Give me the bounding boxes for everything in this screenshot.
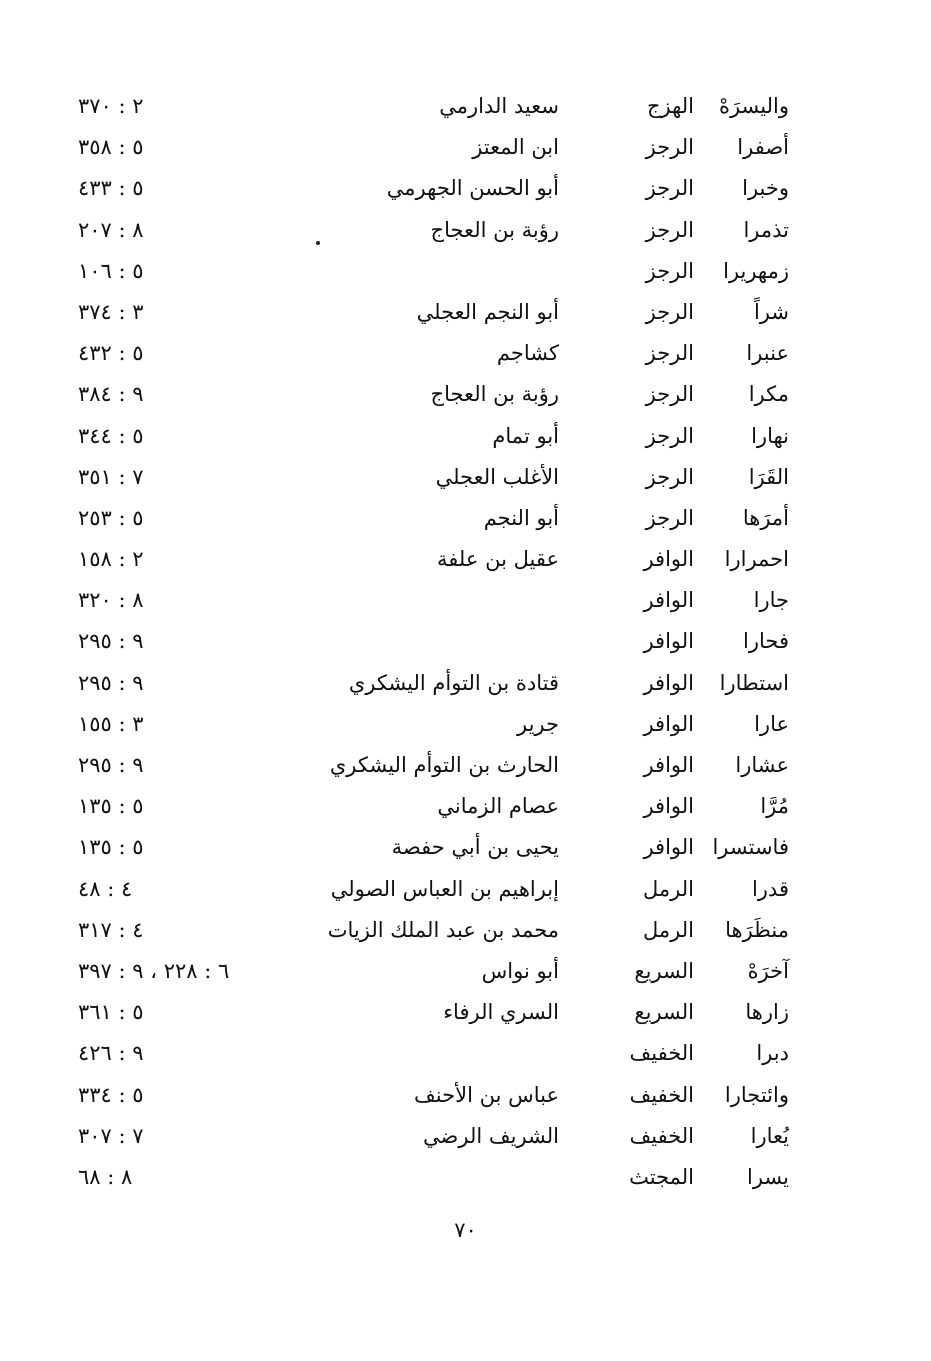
volume-page-reference: ٥ : ١٠٦ (78, 258, 144, 283)
volume-page-reference: ٢ : ٣٧٠ (78, 94, 144, 118)
volume-page-reference: ٢ : ١٥٨ (78, 547, 144, 572)
rhyme-word: مكرا (748, 382, 789, 407)
index-row (0, 869, 931, 910)
index-row (0, 663, 931, 704)
poet-name: الأغلب العجلي (435, 464, 559, 489)
index-row (0, 86, 931, 127)
volume-page-reference: ٥ : ٣٤٤ (78, 423, 144, 448)
rhyme-word: يُعارا (750, 1123, 789, 1148)
index-row (0, 951, 931, 992)
meter-name: الخفيف (629, 1123, 694, 1148)
index-row (0, 374, 931, 415)
meter-name: الخفيف (629, 1082, 694, 1107)
poet-name: الشريف الرضي (423, 1123, 559, 1148)
rhyme-word: شراً (753, 299, 789, 324)
volume-page-reference: ٩ : ٣٨٤ (78, 382, 144, 407)
rhyme-word: عشارا (735, 753, 789, 777)
rhyme-index-table (0, 86, 931, 1198)
rhyme-word: واليسرَهْ (718, 94, 789, 118)
index-row (0, 539, 931, 580)
meter-name: الوافر (643, 547, 694, 572)
meter-name: الرجز (645, 135, 694, 160)
index-row (0, 827, 931, 868)
rhyme-word: أصفرا (737, 135, 789, 160)
volume-page-reference: ٣ : ٣٧٤ (78, 299, 144, 324)
volume-page-reference: ٨ : ٣٢٠ (78, 588, 144, 613)
volume-page-reference: ٥ : ٤٣٣ (78, 176, 144, 201)
poet-name: عباس بن الأحنف (414, 1082, 559, 1107)
meter-name: الوافر (643, 794, 694, 819)
index-row (0, 251, 931, 292)
poet-name: الحارث بن التوأم اليشكري (329, 753, 559, 777)
rhyme-word: آخرَهْ (747, 958, 789, 983)
meter-name: الوافر (643, 711, 694, 736)
poet-name: أبو نواس (481, 958, 559, 983)
poet-name: عقيل بن علفة (437, 547, 559, 572)
index-row (0, 910, 931, 951)
rhyme-word: أمرَها (742, 505, 789, 530)
index-row (0, 1075, 931, 1116)
meter-name: الرجز (645, 176, 694, 201)
meter-name: الرمل (643, 876, 694, 901)
rhyme-word: مُرَّا (760, 794, 789, 819)
index-row (0, 498, 931, 539)
rhyme-word: جارا (753, 588, 789, 613)
rhyme-word: وخبرا (742, 176, 789, 201)
index-row (0, 992, 931, 1033)
rhyme-word: نهارا (751, 423, 789, 448)
volume-page-reference: ٩ : ٢٩٥ (78, 629, 144, 654)
rhyme-word: منظَرَها (725, 917, 789, 942)
index-row (0, 127, 931, 168)
volume-page-reference: ٤ : ٤٨ (78, 876, 133, 901)
volume-page-reference: ٤ : ٣١٧ (78, 917, 144, 942)
volume-page-reference: ٩ : ٢٩٥ (78, 753, 144, 777)
rhyme-word: عنبرا (746, 341, 789, 366)
meter-name: السريع (634, 958, 694, 983)
volume-page-reference: ٥ : ٢٥٣ (78, 505, 144, 530)
volume-page-reference: ٧ : ٣٠٧ (78, 1123, 144, 1148)
rhyme-word: دبرا (756, 1041, 789, 1066)
meter-name: الرمل (643, 917, 694, 942)
meter-name: الرجز (645, 423, 694, 448)
meter-name: الرجز (645, 299, 694, 324)
rhyme-word: فاستسرا (712, 835, 789, 860)
meter-name: الرجز (645, 382, 694, 407)
poet-name: يحيى بن أبي حفصة (391, 835, 559, 860)
index-row (0, 457, 931, 498)
page-number: ٧٠ (454, 1218, 477, 1242)
meter-name: الرجز (645, 464, 694, 489)
poet-name: السري الرفاء (443, 1000, 559, 1025)
volume-page-reference: ٥ : ٣٦١ (78, 1000, 144, 1025)
index-row (0, 1033, 931, 1074)
meter-name: الهزج (646, 94, 694, 118)
meter-name: الوافر (643, 588, 694, 613)
poet-name: رؤبة بن العجاج (430, 382, 559, 407)
poet-name: كشاجم (496, 341, 559, 366)
poet-name: أبو النجم العجلي (416, 299, 559, 324)
index-row (0, 704, 931, 745)
index-row (0, 621, 931, 662)
meter-name: الرجز (645, 217, 694, 242)
rhyme-word: زارها (745, 1000, 789, 1025)
poet-name: أبو النجم (483, 505, 559, 530)
rhyme-word: يسرا (747, 1164, 789, 1189)
meter-name: الوافر (643, 753, 694, 777)
index-row (0, 1116, 931, 1157)
poet-name: أبو تمام (492, 423, 559, 448)
index-row (0, 333, 931, 374)
volume-page-reference: ٩ : ٤٢٦ (78, 1041, 144, 1066)
rhyme-word: استطارا (719, 670, 789, 695)
meter-name: الوافر (643, 629, 694, 654)
index-row (0, 580, 931, 621)
poet-name: قتادة بن التوأم اليشكري (348, 670, 559, 695)
volume-page-reference: ٩ : ٢٩٥ (78, 670, 144, 695)
index-row (0, 786, 931, 827)
rhyme-word: فحارا (743, 629, 789, 654)
rhyme-word: وائتجارا (724, 1082, 789, 1107)
poet-name: ابن المعتز (472, 135, 559, 160)
index-row (0, 168, 931, 209)
poet-name: عصام الزماني (437, 794, 559, 819)
meter-name: المجتث (629, 1164, 694, 1189)
index-row (0, 292, 931, 333)
index-row (0, 416, 931, 457)
meter-name: الوافر (643, 670, 694, 695)
print-speck (316, 241, 320, 245)
meter-name: الخفيف (629, 1041, 694, 1066)
volume-page-reference: ٥ : ١٣٥ (78, 835, 144, 860)
rhyme-word: تذمرا (743, 217, 789, 242)
rhyme-word: زمهريرا (723, 258, 789, 283)
volume-page-reference: ٨ : ٢٠٧ (78, 217, 144, 242)
volume-page-reference: ٥ : ٣٣٤ (78, 1082, 144, 1107)
poet-name: إبراهيم بن العباس الصولي (330, 876, 559, 901)
meter-name: الوافر (643, 835, 694, 860)
rhyme-word: قدرا (751, 876, 789, 901)
volume-page-reference: ٦ : ٢٢٨ ، ٩ : ٣٩٧ (78, 958, 230, 983)
volume-page-reference: ٥ : ٣٥٨ (78, 135, 144, 160)
index-row (0, 1157, 931, 1198)
poet-name: رؤبة بن العجاج (430, 217, 559, 242)
poet-name: محمد بن عبد الملك الزيات (327, 917, 559, 942)
poet-name: سعيد الدارمي (439, 94, 559, 118)
index-row (0, 210, 931, 251)
poet-name: أبو الحسن الجهرمي (386, 176, 559, 201)
volume-page-reference: ٣ : ١٥٥ (78, 711, 144, 736)
meter-name: الرجز (645, 341, 694, 366)
meter-name: الرجز (645, 505, 694, 530)
volume-page-reference: ٨ : ٦٨ (78, 1164, 133, 1189)
volume-page-reference: ٥ : ٤٣٢ (78, 341, 144, 366)
volume-page-reference: ٧ : ٣٥١ (78, 464, 144, 489)
rhyme-word: القَرَا (748, 464, 789, 489)
index-row (0, 745, 931, 786)
volume-page-reference: ٥ : ١٣٥ (78, 794, 144, 819)
poet-name: جرير (517, 711, 559, 736)
rhyme-word: احمرارا (724, 547, 789, 572)
rhyme-word: عارا (754, 711, 789, 736)
meter-name: السريع (634, 1000, 694, 1025)
meter-name: الرجز (645, 258, 694, 283)
